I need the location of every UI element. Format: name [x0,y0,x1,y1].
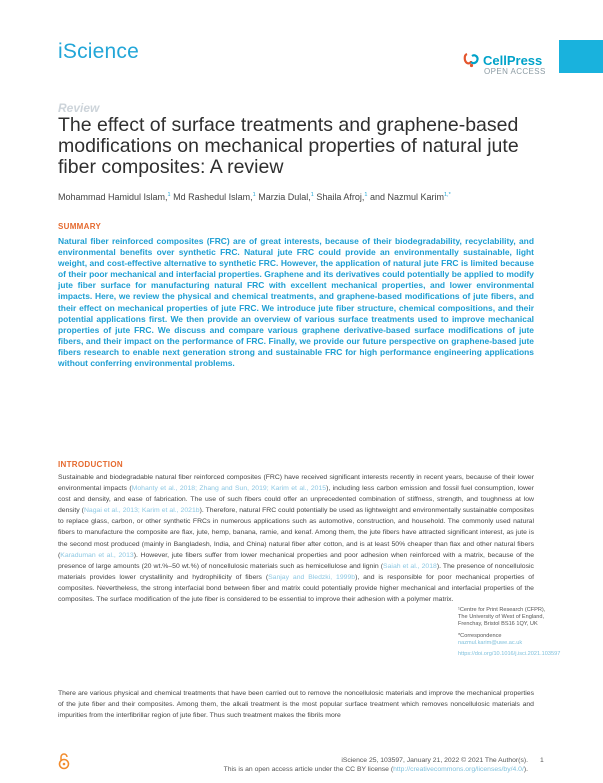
text-run: ), including less carbon emission and fossil fuel consumption, lower cost and density, and ease of fabrication. The use of such fibers could offer an unprecedented combination of stiffness, strength, and toughness at low density ( [58,485,534,515]
introduction-paragraph-1 [58,472,534,605]
doi-link[interactable]: https://doi.org/10.1016/j.isci.2021.103597 [458,651,561,658]
citation-link[interactable]: Sanjay and Bledzki, 1999b [268,573,356,581]
journal-name: iScience [58,40,139,63]
author-name[interactable]: Shaila Afroj, [316,192,365,202]
author-list [58,192,558,202]
citation-link[interactable]: Saiah et al., 2018 [383,562,437,570]
cellpress-icon [463,52,480,68]
license-text: This is an open access article under the CC BY license ( [223,766,394,773]
summary-heading: SUMMARY [58,222,102,231]
affiliation-mark: 1 [310,192,314,198]
citation-link[interactable]: Karaduman et al., 2013 [60,551,134,559]
author-name[interactable]: Md Rashedul Islam, [173,192,253,202]
affiliation-mark: 1 [252,192,256,198]
article-type: Review [58,101,100,115]
text-run: ). Therefore, natural FRC could potentially be used as lightweight and environmentally sustainable composites to replace glass, carbon, or other synthetic FRCs in numerous applications such as automotive, construction, and household. The commonly used natural fibers to manufacture the composite are flax, jute, hemp, banana, ramie, and kenaf. Among them, the jute fibers have attracted significant interest, as jute is the second most produced (mainly in Bangladesh, India, and China) natural fiber after cotton, and is at least 50% cheaper than flax and other natural fibers ( [58,507,534,559]
correspondence-label: *Correspondence [458,632,502,639]
article-title: The effect of surface treatments and graphene-based modifications on mechanical properties of natural jute fiber composites: A review [58,114,519,178]
citation-link[interactable]: Nagai et al., 2013; Karim et al., 2021b [83,507,200,515]
affiliation-mark: 1 [364,192,368,198]
text-run: ). The presence of noncellulosic materials provides lower crystallinity and hydrophilicity of fibers ( [58,562,534,581]
affiliation-mark: 1,* [443,192,451,198]
author-name[interactable]: Mohammad Hamidul Islam, [58,192,168,202]
author-name[interactable]: Marzia Dulal, [258,192,311,202]
citation-link[interactable]: Mohanty et al., 2018; Zhang and Sun, 2019; Karim et al., 2015 [131,485,327,493]
summary-text: Natural fiber reinforced composites (FRC) are of great interests, because of their biodegradability, recyclability, and environmental benefits over synthetic FRC. Natural jute FRC could provide an environmentally sustainable, light weight, and cost-effective alternative to synthetic FRC. However, the application of natural jute FRC is limited because of their poor mechanical and interfacial properties. Graphene and its derivatives could potentially be applied to modify jute fiber surface for manufacturing natural FRC with excellent mechanical properties, and lower environmental impacts. Here, we review the physical and chemical treatments, and graphene-based modifications of jute fibers, and their effect on mechanical properties of jute FRC. We introduce jute fiber structure, chemical compositions, and their potential applications first. We then provide an overview of various surface treatments used to improve mechanical properties of jute FRC. We discuss and compare various graphene derivative-based surface modifications of jute fibers, and their impact on the performance of FRC. Finally, we provide our future perspective on graphene-based jute fibers research to enable next generation strong and sustainable FRC for high performance engineering applications without conferring environmental problems. [58,236,534,369]
publisher-name: CellPress [483,52,543,68]
license-link[interactable]: http://creativecommons.org/licenses/by/4.0/ [393,766,524,773]
open-access-label: OPEN ACCESS [484,67,546,76]
cellpress-logo[interactable] [463,52,542,68]
text-run: ). However, jute fibers suffer from lower mechanical properties and poor adhesion when reinforced with a matrix, because of the presence of large amounts (20 wt.%–50 wt.%) of noncellulosic materials such as hemicellulose and lignin ( [58,551,535,570]
text-run: Sustainable and biodegradable natural fiber reinforced composites (FRC) have received significant interests recently in recent years, because of their lower environmental impacts ( [58,474,534,493]
affiliation-footnote [458,607,561,658]
introduction-paragraph-2: There are various physical and chemical treatments that have been carried out to remove the noncellulosic materials and improve the mechanical properties of the jute fiber and their composites. Among them, the alkali treatment is the most popular surface treatment which removes noncellulosic materials and impurities from the interfibrillar region of jute fiber. Thus such treatment makes the fibrils more [58,690,534,720]
page-number: 1 [540,757,544,764]
license-text: ). [523,766,528,773]
license-line [0,766,528,773]
text-run: ), and is responsible for poor mechanical properties of composites. Nevertheless, the strong interfacial bond between fiber and matrix could potentially provide higher mechanical and interfacial properties of the composites. The surface modification of the jute fiber is considered to be essential to improve their adhesion with a polymer matrix. [58,573,534,604]
author-name[interactable]: and Nazmul Karim [369,192,444,202]
affiliation-mark: 1 [167,192,171,198]
affiliation-text: ¹Centre for Print Research (CFPR), The University of West of England, Frenchay, Bristol BS16 1QY, UK [458,607,546,628]
citation-line: iScience 25, 103597, January 21, 2022 © 2021 The Author(s). [341,757,528,764]
correspondence-email[interactable]: nazmul.karim@uwe.ac.uk [458,639,523,646]
introduction-heading: INTRODUCTION [58,460,123,469]
color-tab [559,40,603,73]
